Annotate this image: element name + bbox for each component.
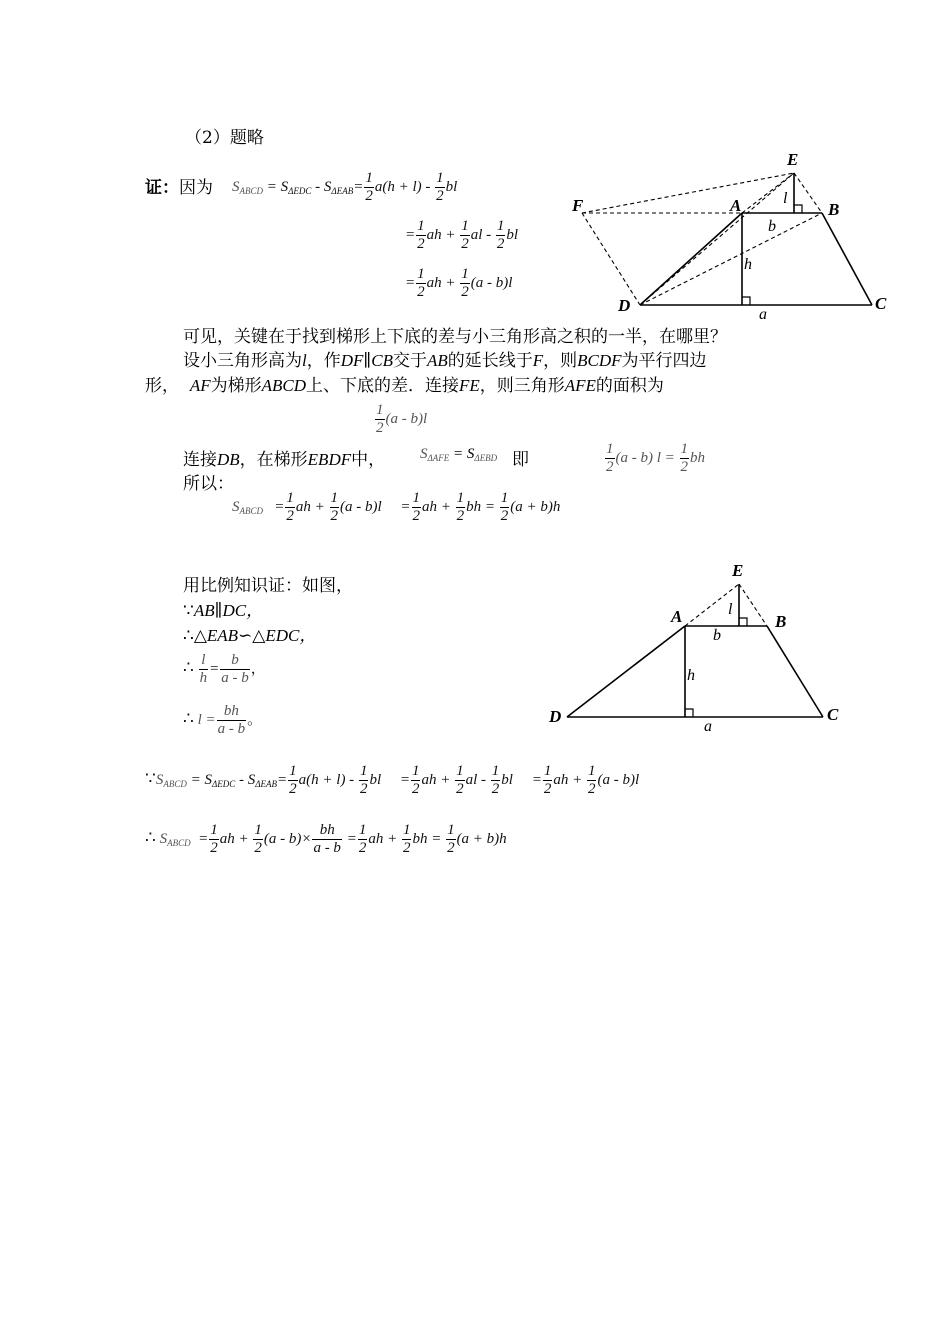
connect-expression: $\frac{1}{2}$ (a - b) l = $\frac{1}{2}$ bh — [606, 441, 706, 475]
half-fraction: $\frac{1}{2}$ — [417, 218, 425, 252]
edge-bc — [767, 626, 823, 717]
point-e: E — [787, 150, 799, 169]
para-2-line-2: 形， AF为梯形ABCD上、下底的差．连接FE，则三角形AFE的面积为 — [145, 376, 664, 396]
s-edc-sub: ΔEDC — [288, 185, 312, 196]
half-fraction: $\frac{1}{2}$ — [461, 218, 469, 252]
suoyi-text: 所以： — [183, 474, 234, 494]
proof2-intro: 用比例知识证：如图， — [183, 576, 353, 596]
s-abcd-sub: ABCD — [239, 185, 263, 196]
label-h: h — [687, 667, 695, 684]
because-text: 因为 — [179, 178, 213, 198]
label-b: b — [768, 218, 776, 235]
ji-text: 即 — [512, 450, 529, 470]
edge-fd — [582, 213, 640, 305]
term: bl — [445, 178, 458, 195]
point-e: E — [732, 561, 744, 580]
step-1: ∵AB∥DC， — [183, 601, 264, 621]
connect-line: 连接DB，在梯形EBDF中， — [183, 450, 386, 470]
edge-da — [567, 626, 685, 717]
proof-label — [145, 178, 213, 198]
trapezoid-figure-2 — [545, 560, 850, 740]
edge-de — [640, 173, 794, 305]
point-b: B — [775, 612, 787, 631]
edge-eb — [794, 173, 822, 213]
term: ah + — [426, 274, 460, 291]
proof1-line3 — [405, 266, 512, 301]
final-line-1: $S_{ABCD}$ = $\frac{1}{2}$ ah + $\frac{1}{2}$ (a - b)l = $\frac{1}{2}$ ah + $\frac{1}{2}$ bh = $\frac{1}{2}$ (a + b)h — [232, 490, 561, 524]
half-fraction: $\frac{1}{2}$ — [496, 218, 505, 252]
point-d: D — [618, 296, 631, 315]
eq-sign: = — [405, 226, 416, 243]
proof2-area-line: $\because S_{ABCD} = S_{\Delta EDC} - S_{\Delta EAB}=$ $\frac{1}{2}$ a(h + l) - $\frac{1}{2}$ bl = $\frac{1}{2}$ ah + $\frac{1}{2}$ al - $\frac{1}{2}$ bl = $\frac{1}{2}$ ah + $\frac{1}{2}$ (a - b)l — [145, 763, 640, 797]
edge-fe — [582, 173, 794, 213]
edge-eb — [739, 584, 767, 626]
step-2: ∴△EAB∽△EDC， — [183, 626, 317, 646]
label-a: a — [759, 306, 767, 320]
half-fraction: $\frac{1}{2}$ — [417, 266, 425, 300]
proof2-final-line: ∴ $S_{ABCD}$ = $\frac{1}{2}$ ah + $\frac{1}{2}$ (a - b)× $\frac{bh}{a - b}$ = $\frac{1}{2}$ ah + $\frac{1}{2}$ bh = $\frac{1}{2}$ (a + b)h — [145, 822, 507, 856]
s-abcd: S — [232, 178, 240, 195]
half-fraction: $\frac{1}{2}$ — [461, 266, 469, 300]
label-b: b — [713, 627, 721, 644]
right-angle-1 — [685, 709, 693, 717]
para-1: 可见，关键在于找到梯形上下底的差与小三角形高之积的一半，在哪里？ — [183, 327, 727, 347]
point-d: D — [549, 707, 562, 726]
label-l: l — [728, 601, 733, 618]
edge-bc — [822, 213, 872, 305]
para-2-line-1: 设小三角形高为l，作DF∥CB交于AB的延长线于F，则BCDF为平行四边 — [183, 351, 707, 371]
edge-da — [640, 213, 742, 305]
term: al - — [470, 226, 495, 243]
point-c: C — [827, 705, 839, 724]
point-a: A — [671, 607, 683, 626]
step-3: ∴ $\frac{l}{h}$ = $\frac{b}{a - b}$ ， — [183, 652, 266, 686]
label-l: l — [783, 190, 788, 207]
term: ah + — [426, 226, 460, 243]
proof1-line2 — [405, 218, 518, 253]
s-eab-sub: ΔEAB — [331, 185, 354, 196]
s-eab: - S — [315, 178, 332, 195]
trapezoid-figure-1 — [560, 145, 900, 320]
proof-label-text: 证： — [145, 178, 179, 198]
eq-sign: = — [405, 274, 416, 291]
point-c: C — [875, 294, 887, 313]
area-expression: $\frac{1}{2}$ (a - b)l — [376, 402, 428, 436]
half-fraction: $\frac{1}{2}$ — [365, 170, 373, 204]
label-h: h — [744, 256, 752, 273]
right-angle-2 — [739, 618, 747, 626]
point-b: B — [828, 200, 840, 219]
point-f: F — [572, 196, 584, 215]
term: bl — [506, 226, 519, 243]
label-a: a — [704, 718, 712, 735]
term: a(h + l) - — [374, 178, 435, 195]
step-4: ∴ l = $\frac{bh}{a - b}$ 。 — [183, 703, 263, 737]
half-fraction: $\frac{1}{2}$ — [436, 170, 444, 204]
eq-sign: = — [353, 178, 364, 195]
right-angle-1 — [742, 297, 750, 305]
point-a: A — [730, 196, 742, 215]
area-equality: $S_{\Delta AFE} = S_{\Delta EBD}$ — [420, 446, 498, 463]
right-angle-2 — [794, 205, 802, 213]
term: (a - b)l — [470, 274, 513, 291]
section-heading: （2）题略 — [185, 128, 264, 148]
proof1-line1 — [232, 170, 457, 205]
s-edc: = S — [266, 178, 289, 195]
